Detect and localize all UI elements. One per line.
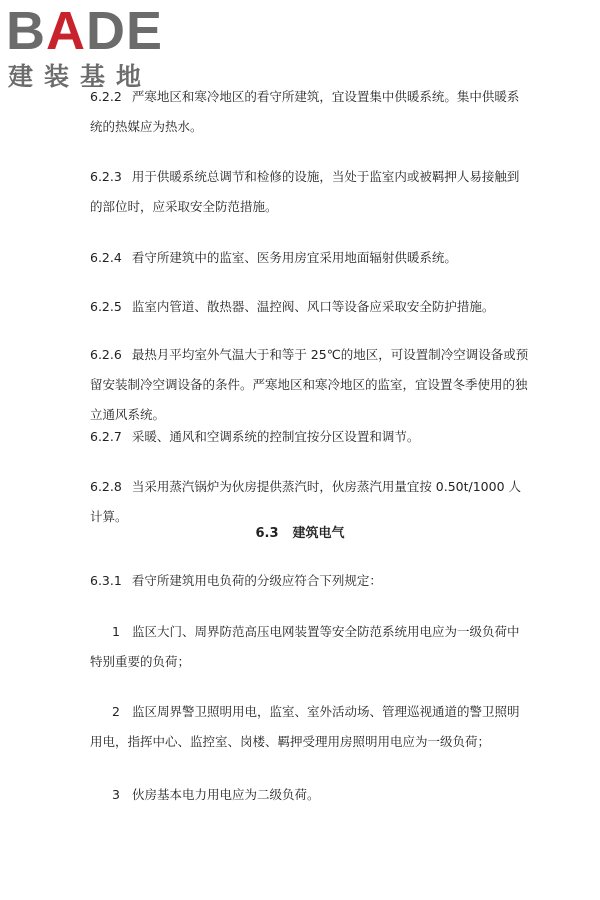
section-number: 6.2.4: [90, 250, 122, 265]
list-item-2: [90, 697, 530, 757]
heading-number: 6.3: [255, 526, 279, 541]
section-number: 6.2.8: [90, 479, 122, 494]
item-text: 监区周界警卫照明用电，监室、室外活动场、管理巡视通道的警卫照明用电，指挥中心、监控室、岗楼、羁押受理用房照明用电应为一级负荷；: [90, 704, 520, 749]
section-6-2-5: [90, 292, 530, 322]
heading-title: 建筑电气: [292, 526, 345, 541]
logo-letter-a: A: [46, 1, 86, 61]
section-6-2-6: [90, 340, 530, 430]
item-number: 3: [112, 787, 120, 802]
bade-logo: [6, 1, 176, 94]
item-text: 监区大门、周界防范高压电网装置等安全防范系统用电应为一级负荷中特别重要的负荷；: [90, 624, 520, 669]
item-text: 伙房基本电力用电应为二级负荷。: [131, 787, 320, 802]
section-text: 最热月平均室外气温大于和等于 25℃的地区，可设置制冷空调设备或预留安装制冷空调设备的条件。严寒地区和寒冷地区的监室，宜设置冬季使用的独立通风系统。: [90, 347, 529, 422]
section-6-2-4: [90, 243, 530, 273]
list-item-3: [90, 780, 530, 810]
section-number: 6.2.5: [90, 299, 122, 314]
section-text: 用于供暖系统总调节和检修的设施，当处于监室内或被羁押人易接触到的部位时，应采取安全防范措施。: [90, 169, 520, 214]
logo-letter-b: B: [6, 1, 46, 61]
logo-letter-de: DE: [86, 1, 164, 61]
logo-brand: [6, 1, 164, 61]
section-6-2-2: [90, 82, 530, 142]
clause-text: 看守所建筑用电负荷的分级应符合下列规定：: [131, 573, 382, 588]
section-text: 看守所建筑中的监室、医务用房宜采用地面辐射供暖系统。: [131, 250, 457, 265]
section-number: 6.2.2: [90, 89, 122, 104]
section-number: 6.2.7: [90, 429, 122, 444]
section-text: 当采用蒸汽锅炉为伙房提供蒸汽时，伙房蒸汽用量宜按 0.50t/1000 人计算。: [90, 479, 522, 524]
section-number: 6.2.6: [90, 347, 122, 362]
clause-number: 6.3.1: [90, 573, 122, 588]
list-item-1: [90, 617, 530, 677]
section-6-2-8: [90, 472, 530, 532]
section-text: 严寒地区和寒冷地区的看守所建筑，宜设置集中供暖系统。集中供暖系统的热媒应为热水。: [90, 89, 520, 134]
item-number: 2: [112, 704, 120, 719]
logo-subtitle: 建装基地: [8, 62, 153, 91]
section-text: 监室内管道、散热器、温控阀、风口等设备应采取安全防护措施。: [131, 299, 495, 314]
item-number: 1: [112, 624, 120, 639]
section-number: 6.2.3: [90, 169, 122, 184]
clause-6-3-1: [90, 566, 530, 596]
section-text: 采暖、通风和空调系统的控制宜按分区设置和调节。: [131, 429, 420, 444]
section-6-2-7: [90, 422, 530, 452]
section-6-2-3: [90, 162, 530, 222]
section-heading-6-3: [0, 524, 600, 544]
